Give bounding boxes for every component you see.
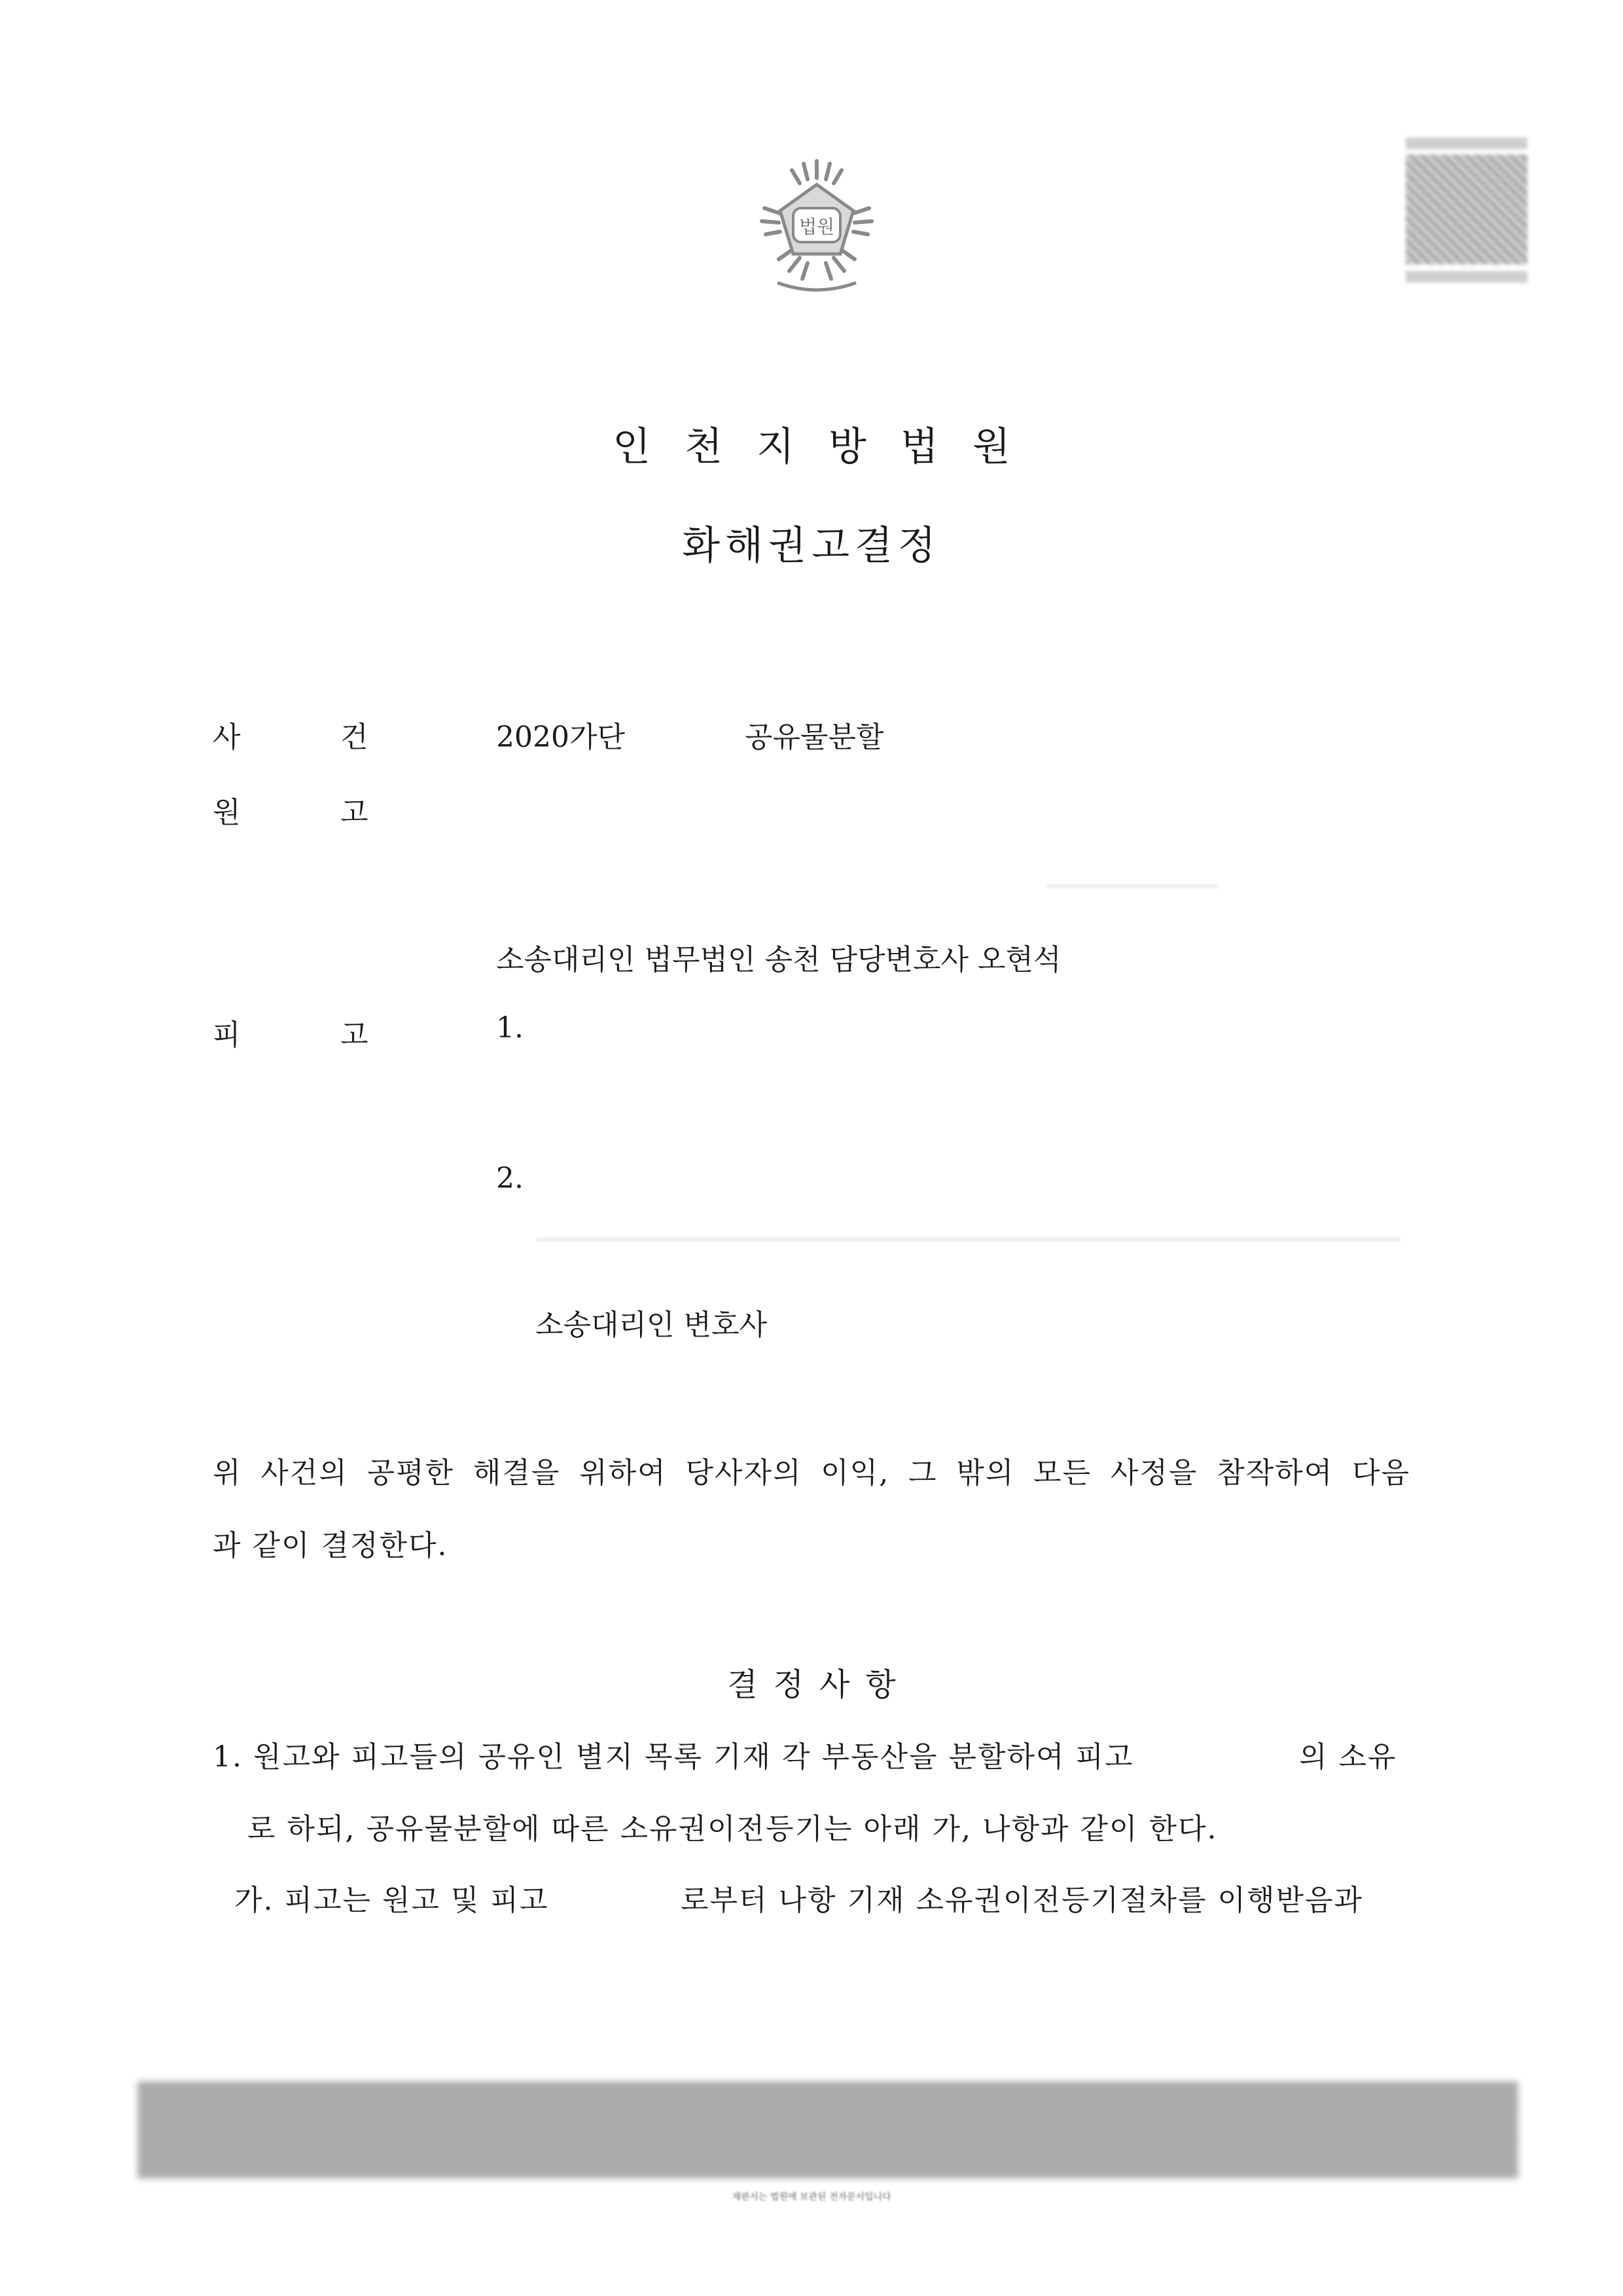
footer-note: 재판서는 법원에 보관된 전자문서입니다	[732, 2192, 891, 2202]
decision-item-1-line2: 로 하되, 공유물분할에 따른 소유권이전등기는 아래 가, 나항과 같이 한다.	[247, 1812, 1218, 1846]
case-number: 2020가단	[496, 721, 625, 754]
plaintiff-label-1: 원	[213, 796, 241, 829]
plaintiff-label-2: 고	[340, 796, 368, 829]
decision-item-1a-part2: 로부터 나항 기재 소유권이전등기절차를 이행받음과	[681, 1884, 1364, 1917]
court-seal	[738, 152, 895, 300]
decision-item-1a-part1: 가. 피고는 원고 및 피고	[234, 1884, 549, 1917]
court-name: 인천지방법원	[613, 424, 1044, 470]
case-label-2: 건	[340, 721, 368, 754]
qr-caption-top	[1406, 137, 1527, 149]
defendant-counsel: 소송대리인 변호사	[535, 1308, 768, 1342]
qr-caption-bottom	[1406, 271, 1527, 283]
plaintiff-counsel: 소송대리인 법무법인 송천 담당변호사 오현석	[496, 943, 1061, 977]
seal-text: 법원	[798, 216, 835, 238]
redaction-mark	[537, 1238, 1400, 1241]
decision-title: 결정사항	[727, 1666, 912, 1703]
intro-line-1: 위 사건의 공평한 해결을 위하여 당사자의 이익, 그 밖의 모든 사정을 참작하여 다음	[213, 1456, 1410, 1490]
document-title: 화해권고결정	[682, 523, 941, 569]
case-label-1: 사	[213, 721, 241, 754]
qr-pattern	[1406, 154, 1527, 264]
defendant-2-number: 2.	[496, 1162, 524, 1195]
case-name: 공유물분할	[745, 721, 884, 754]
defendant-label-2: 고	[340, 1018, 368, 1052]
decision-item-1-part1: 1. 원고와 피고들의 공유인 별지 목록 기재 각 부동산을 분할하여 피고	[213, 1740, 1134, 1774]
redaction-mark	[1047, 885, 1217, 888]
footer-barcode-band	[137, 2081, 1518, 2178]
court-emblem-icon	[738, 152, 895, 300]
defendant-label-1: 피	[213, 1018, 241, 1052]
qr-code	[1406, 137, 1527, 285]
intro-line-2: 과 같이 결정한다.	[213, 1529, 448, 1562]
decision-item-1-part2: 의 소유	[1299, 1740, 1397, 1774]
defendant-1-number: 1.	[496, 1011, 524, 1045]
